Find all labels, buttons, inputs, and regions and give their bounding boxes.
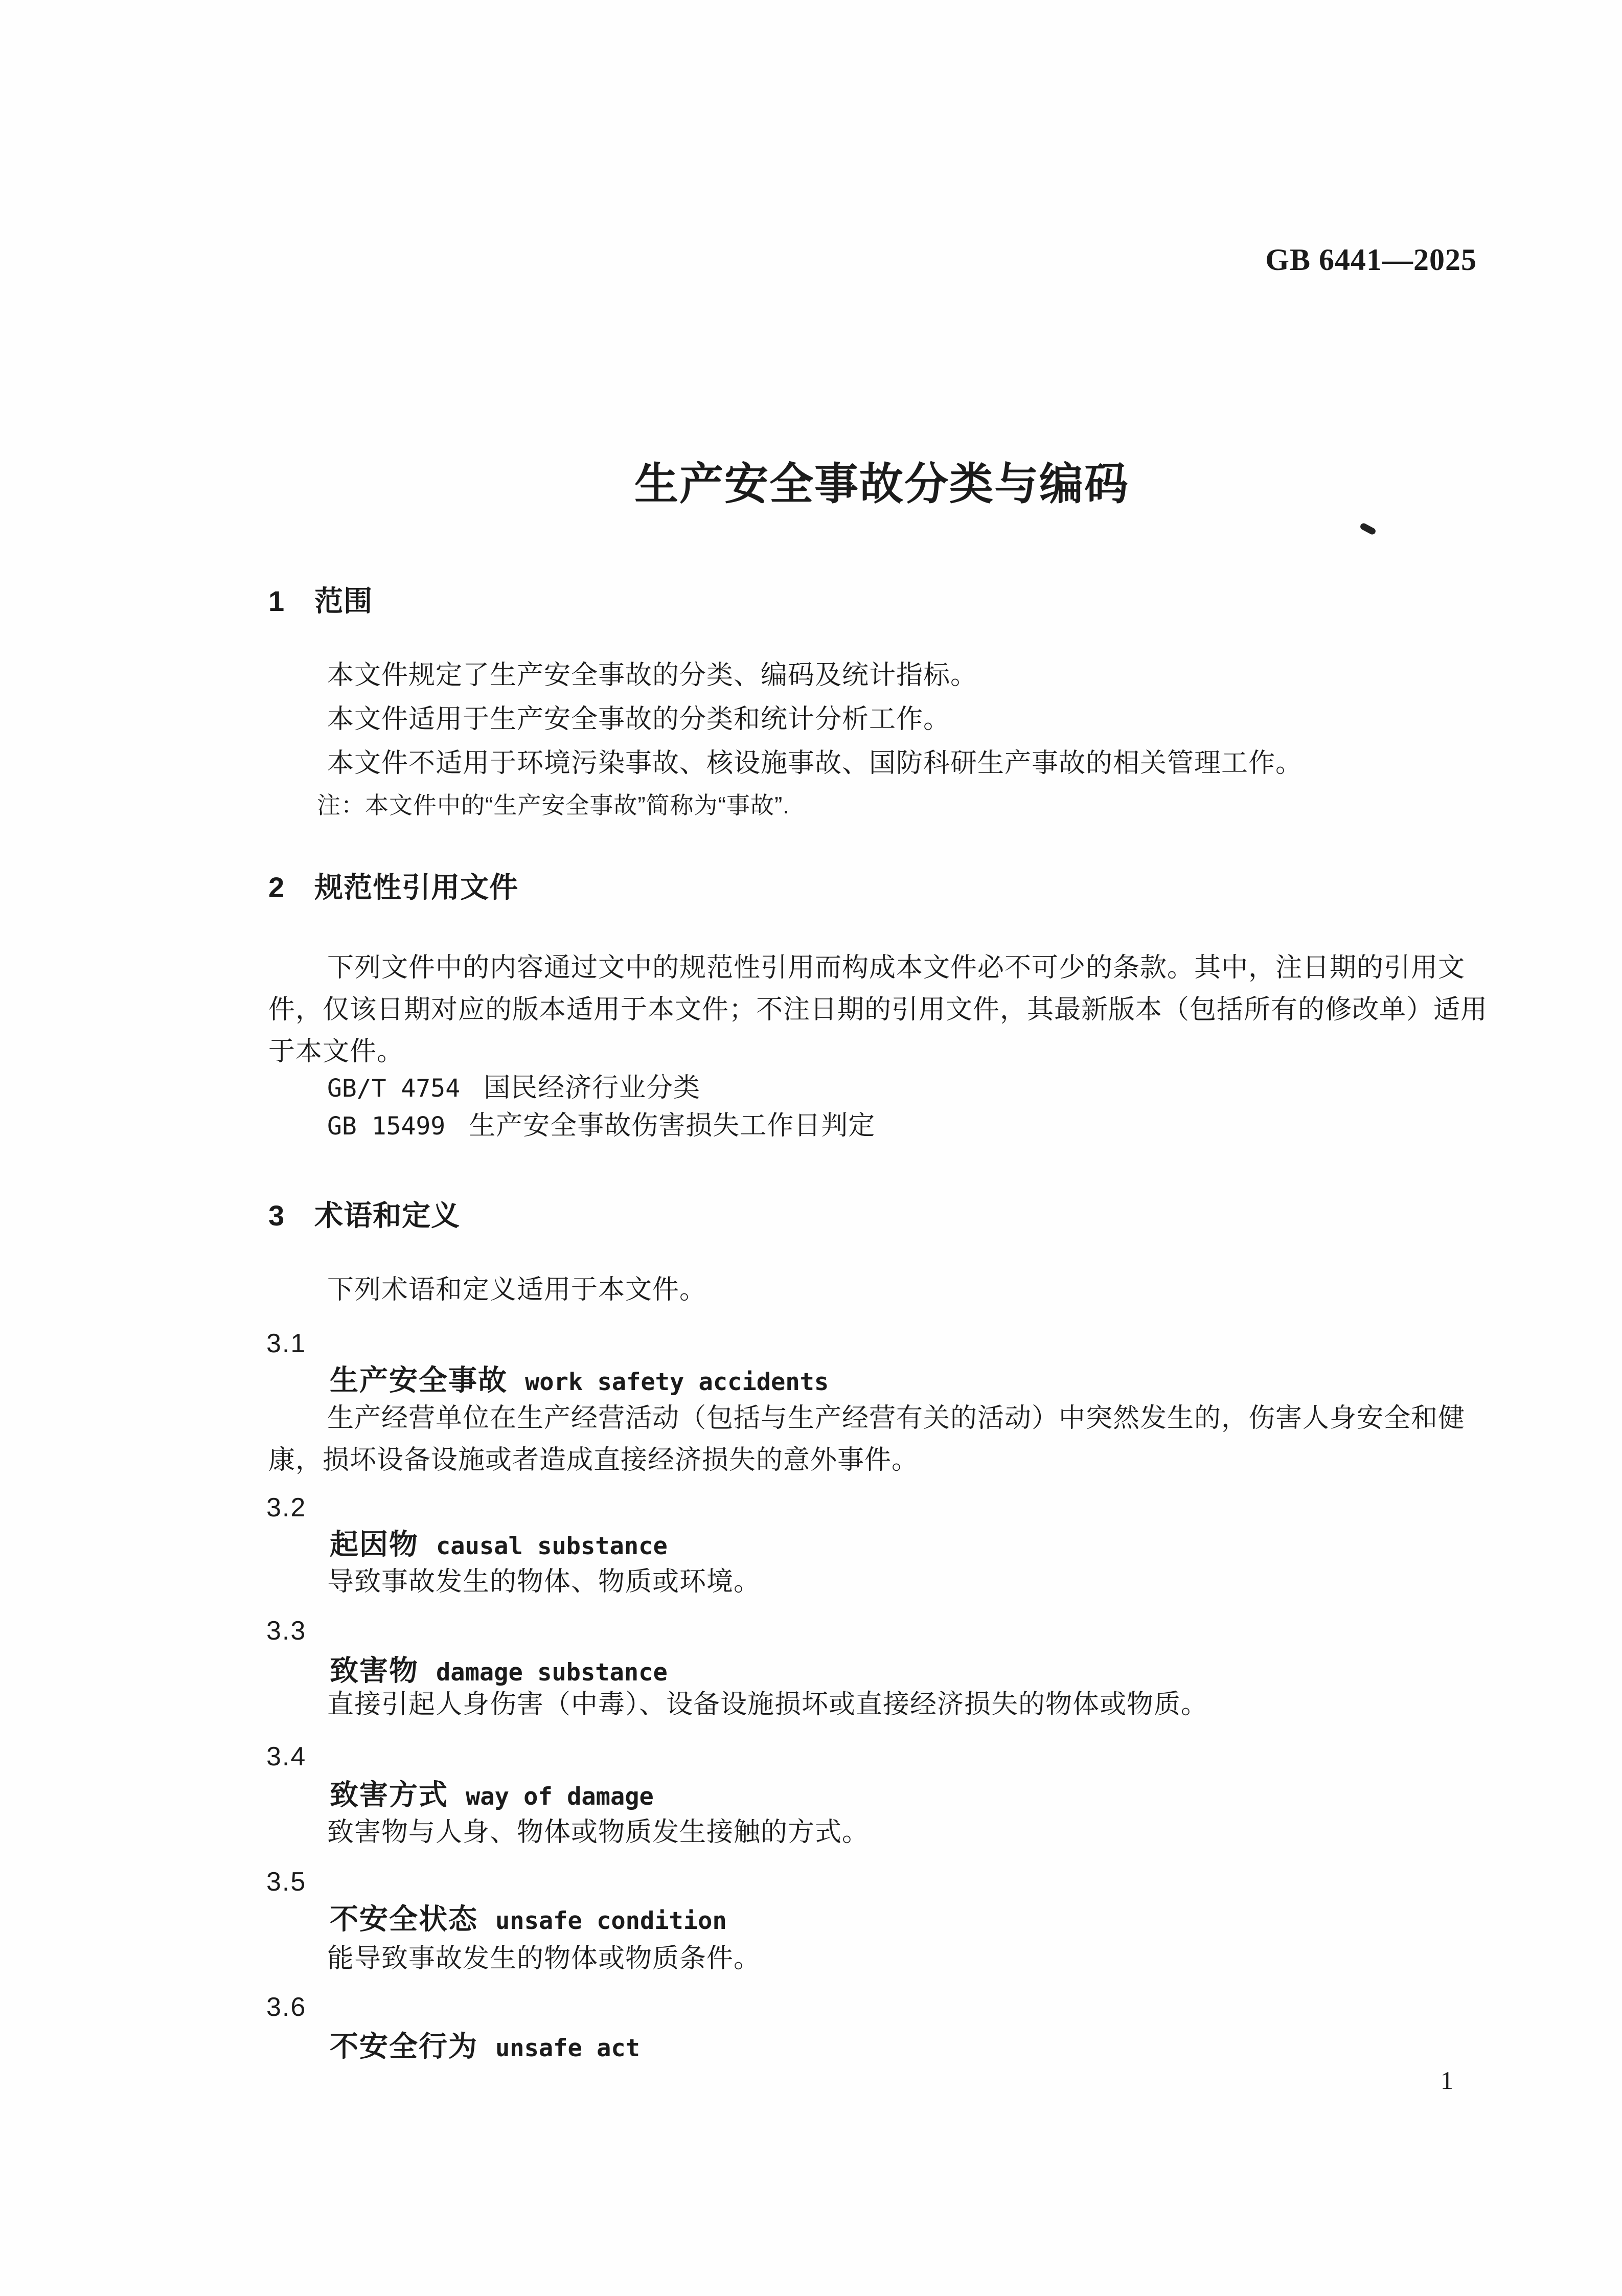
- term-number: 3.4: [266, 1742, 307, 1771]
- term-definition-text: 致害物与人身、物体或物质发生接触的方式。: [327, 1817, 870, 1847]
- section-3-number: 3: [268, 1199, 285, 1232]
- section-3-title: 术语和定义: [314, 1199, 461, 1232]
- term-name-en: way of damage: [466, 1783, 654, 1811]
- section-2-heading: [268, 873, 518, 902]
- term-name-row: [330, 1366, 829, 1395]
- term-name-row: [330, 1781, 654, 1809]
- page-number: 1: [1441, 2066, 1453, 2095]
- term-name-en: causal substance: [436, 1532, 668, 1560]
- term-name-zh: 不安全行为: [330, 2030, 478, 2062]
- section-2-title: 规范性引用文件: [314, 871, 519, 903]
- term-name-en: unsafe act: [495, 2034, 640, 2062]
- document-title: 生产安全事故分类与编码: [634, 460, 1129, 509]
- term-name-zh: 生产安全事故: [330, 1364, 508, 1396]
- term-definition: [268, 1684, 1495, 1725]
- normative-reference: [327, 1112, 875, 1139]
- term-definition-text: 导致事故发生的物体、物质或环境。: [327, 1567, 761, 1597]
- reference-title: 国民经济行业分类: [484, 1073, 701, 1103]
- scope-line: 本文件规定了生产安全事故的分类、编码及统计指标。: [327, 661, 978, 690]
- term-number: 3.5: [266, 1867, 307, 1897]
- reference-code: GB 15499: [327, 1112, 446, 1141]
- normative-reference: [327, 1075, 700, 1101]
- term-name-row: [330, 2032, 640, 2061]
- term-definition-text: 能导致事故发生的物体或物质条件。: [327, 1944, 761, 1973]
- term-name-zh: 致害物: [330, 1654, 419, 1687]
- term-name-en: damage substance: [436, 1658, 668, 1687]
- scope-line: 本文件不适用于环境污染事故、核设施事故、国防科研生产事故的相关管理工作。: [327, 748, 1303, 778]
- section-3-heading: [268, 1201, 460, 1230]
- term-definition-text: 生产经营单位在生产经营活动（包括与生产经营有关的活动）中突然发生的，伤害人身安全和健康，损坏设备设施或者造成直接经济损失的意外事件。: [268, 1403, 1466, 1475]
- term-number: 3.6: [266, 1992, 307, 2022]
- scope-line: 本文件适用于生产安全事故的分类和统计分析工作。: [327, 704, 951, 734]
- section-2-intro: 下列文件中的内容通过文中的规范性引用而构成本文件必不可少的条款。其中，注日期的引用文件，仅该日期对应的版本适用于本文件；不注日期的引用文件，其最新版本（包括所有的修改单）适用于本文件。: [268, 953, 1488, 1066]
- term-definition: [268, 1811, 1495, 1853]
- term-number: 3.3: [266, 1616, 307, 1646]
- term-name-en: unsafe condition: [495, 1907, 727, 1935]
- term-name-zh: 起因物: [330, 1528, 419, 1560]
- term-number: 3.2: [266, 1493, 307, 1522]
- term-definition: [268, 1561, 1495, 1603]
- term-name-zh: 不安全状态: [330, 1903, 478, 1935]
- section-2-number: 2: [268, 871, 285, 903]
- term-definition: [268, 1938, 1495, 1980]
- term-name-row: [330, 1656, 668, 1685]
- standard-code: GB 6441—2025: [1265, 243, 1477, 277]
- term-name-en: work safety accidents: [525, 1368, 829, 1396]
- term-name-row: [330, 1905, 727, 1934]
- reference-title: 生产安全事故伤害损失工作日判定: [469, 1111, 876, 1141]
- section-3-intro: 下列术语和定义适用于本文件。: [327, 1275, 707, 1305]
- section-1-number: 1: [268, 585, 285, 617]
- section-1-body: [268, 653, 1495, 785]
- section-1-heading: [268, 587, 373, 616]
- term-name-row: [330, 1530, 668, 1559]
- term-name-zh: 致害方式: [330, 1779, 448, 1811]
- scan-stray-mark: [1359, 522, 1377, 536]
- term-definition-text: 直接引起人身伤害（中毒）、设备设施损坏或直接经济损失的物体或物质。: [327, 1690, 1208, 1719]
- reference-code: GB/T 4754: [327, 1074, 461, 1103]
- section-1-title: 范围: [314, 585, 373, 617]
- term-number: 3.1: [266, 1329, 307, 1358]
- section-1-note: 注：本文件中的“生产安全事故”简称为“事故”.: [317, 792, 790, 819]
- term-definition: [268, 1397, 1495, 1481]
